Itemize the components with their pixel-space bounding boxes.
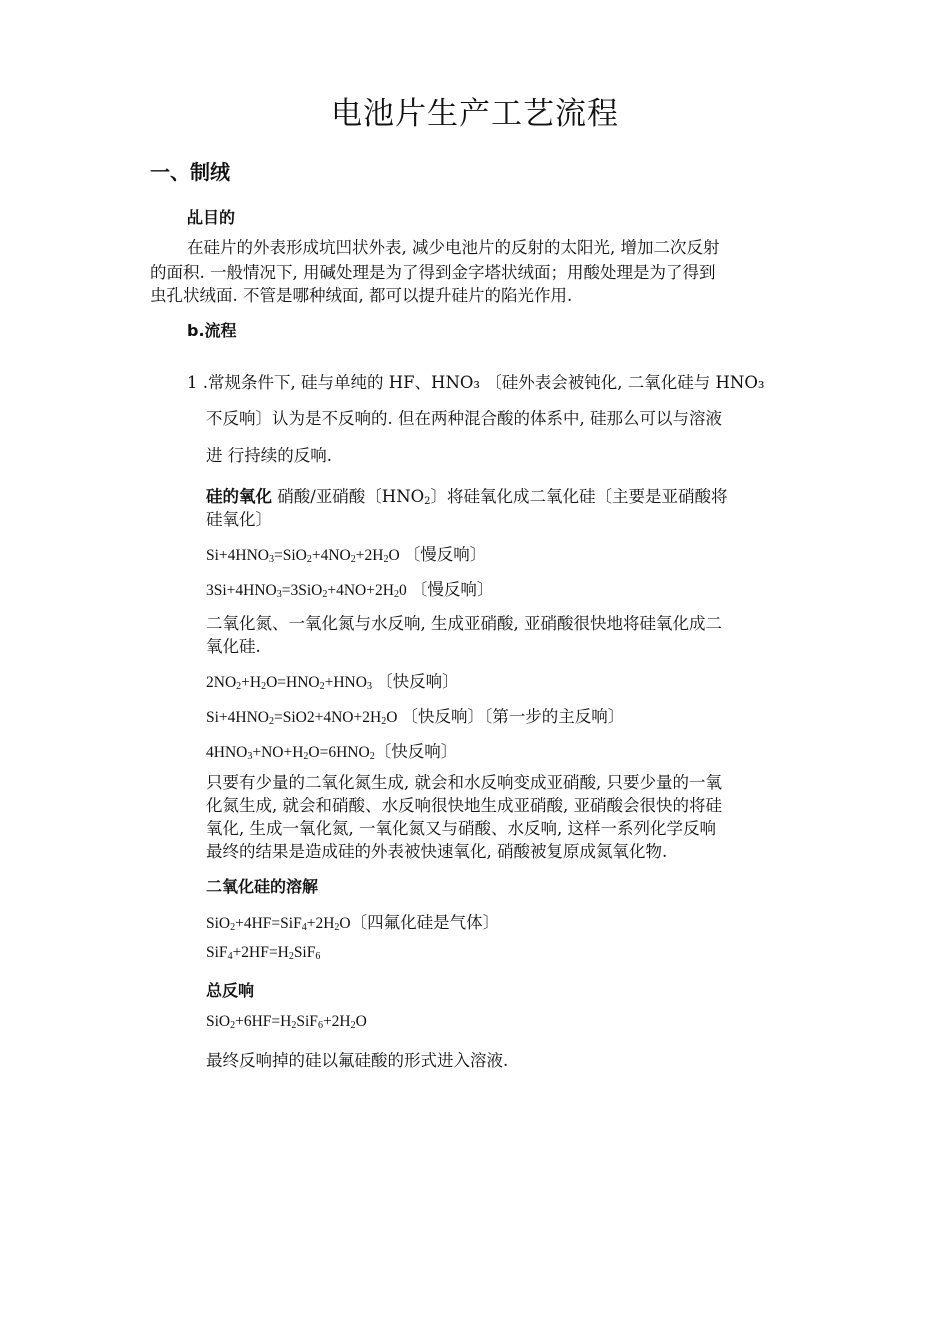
summary-line-3: 氧化, 生成一氧化氮, 一氧化氮又与硝酸、水反响, 这样一系列化学反响	[206, 819, 716, 838]
item1-line-1: 1 .常规条件下, 硅与单纯的 HF、HNO₃ 〔硅外表会被钝化, 二氧化硅与 HNO₃	[187, 373, 765, 392]
summary-line-4: 最终的结果是造成硅的外表被快速氧化, 硝酸被复原成氮氧化物.	[206, 842, 668, 861]
summary-line-2: 化氮生成, 就会和硝酸、水反响很快地生成亚硝酸, 亚硝酸会很快的将硅	[206, 796, 722, 815]
purpose-heading: 乩目的	[187, 208, 236, 227]
purpose-line-3: 虫孔状绒面. 不管是哪种绒面, 都可以提升硅片的陷光作用.	[150, 286, 573, 305]
final-text: 最终反响掉的硅以氟硅酸的形式进入溶液.	[206, 1051, 509, 1070]
oxidation-paragraph: 硅的氧化 硝酸/亚硝酸〔$HNO_2$〕将硅氧化成二氧化硅〔主要是亚硝酸将	[206, 487, 728, 507]
equation-1: $Si+4HNO_3=SiO_2+4NO_2+2H_2O$ 〔慢反响〕	[206, 545, 487, 565]
equation-3: $2NO_2+H_2O=HNO_2+HNO_3$ 〔快反响〕	[206, 672, 459, 692]
oxidation-label: 硅的氧化	[206, 487, 272, 506]
equation-2: $3Si+4HNO_3=3SiO_2+4NO+2H_20$ 〔慢反响〕	[206, 580, 494, 600]
equation-total: $SiO_2+6HF=H_2SiF_6+2H_2O$	[206, 1013, 367, 1031]
item1-line-2: 不反响〕认为是不反响的. 但在两种混合酸的体系中, 硅那么可以与溶液	[206, 409, 722, 428]
description-line-1: 二氧化氮、一氧化氮与水反响, 生成亚硝酸, 亚硝酸很快地将硅氧化成二	[206, 614, 722, 633]
equation-7: $SiF_4+2HF=H_2SiF_6$	[206, 944, 321, 962]
oxidation-line-2: 硅氧化〕	[206, 510, 272, 529]
total-reaction-heading: 总反响	[206, 981, 255, 1000]
dissolution-heading: 二氧化硅的溶解	[206, 877, 319, 896]
summary-line-1: 只要有少量的二氧化氮生成, 就会和水反响变成亚硝酸, 只要少量的一氧	[206, 773, 722, 792]
item1-line-3: 进 行持续的反响.	[206, 446, 332, 465]
purpose-line-1: 在硅片的外表形成坑凹状外表, 减少电池片的反射的太阳光, 增加二次反射	[187, 238, 720, 257]
section-heading-texturing: 一、制绒	[150, 160, 230, 184]
equation-5: $4HNO_3+NO+H_2O=6HNO_2$〔快反响〕	[206, 742, 458, 762]
process-heading: b.流程	[187, 321, 237, 340]
equation-6: $SiO_2+4HF=SiF_4+2H_2O$〔四氟化硅是气体〕	[206, 913, 500, 933]
page-title: 电池片生产工艺流程	[331, 96, 619, 132]
equation-4: $Si+4HNO_2=SiO2+4NO+2H_2O$ 〔快反响〕〔第一步的主反响〕	[206, 707, 625, 727]
purpose-line-2: 的面积. 一般情况下, 用碱处理是为了得到金字塔状绒面；用酸处理是为了得到	[150, 263, 716, 282]
description-line-2: 氧化硅.	[206, 637, 261, 656]
